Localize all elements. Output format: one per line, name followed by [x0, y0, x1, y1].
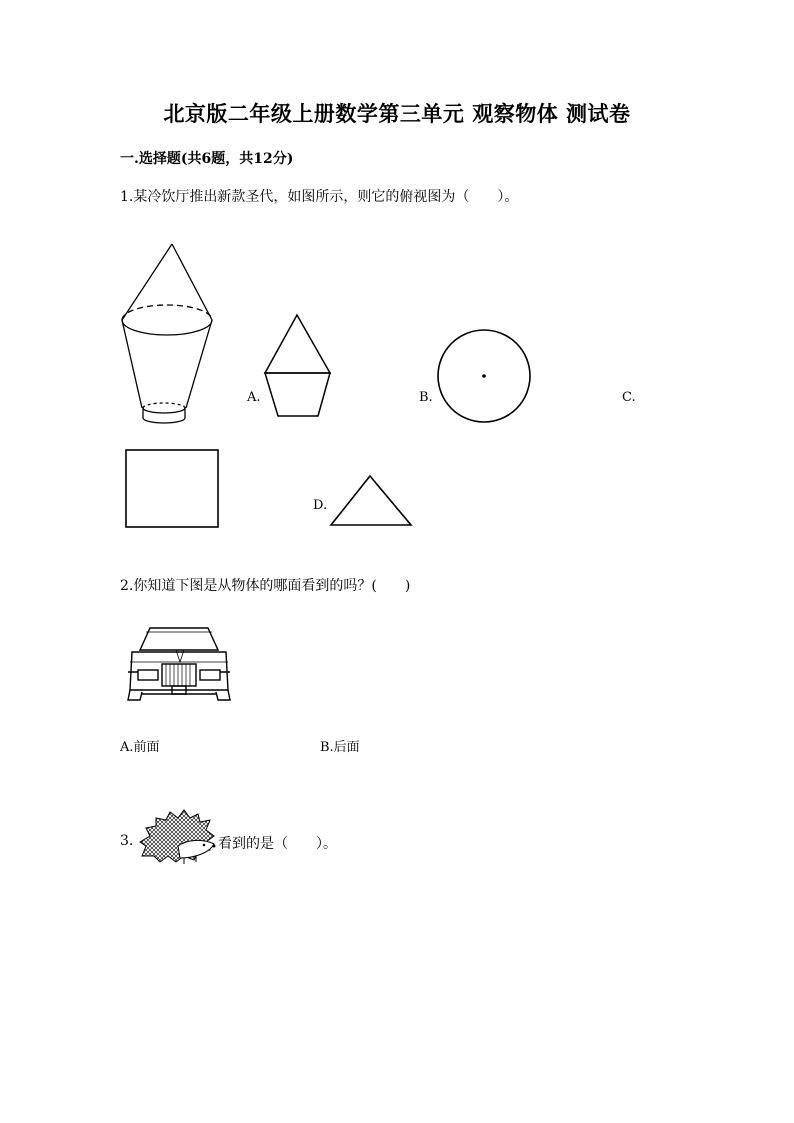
question-2-text: 2.你知道下图是从物体的哪面看到的吗？( ) [120, 578, 411, 594]
q2-option-a[interactable]: A.前面 [120, 740, 160, 755]
q1-option-d[interactable]: D. [313, 498, 328, 513]
question-3-number: 3. [120, 833, 134, 849]
q2-option-b[interactable]: B.后面 [320, 740, 360, 755]
section-heading: 一.选择题(共6题，共12分) [120, 151, 294, 167]
q1-option-c[interactable]: C. [622, 390, 636, 405]
q1-option-a[interactable]: A. [247, 390, 261, 405]
question-1-text: 1.某冷饮厅推出新款圣代，如图所示，则它的俯视图为（ ）。 [120, 189, 519, 205]
page-title: 北京版二年级上册数学第三单元 观察物体 测试卷 [163, 101, 631, 126]
question-3-text: 看到的是（ ）。 [218, 836, 337, 852]
q1-option-b[interactable]: B. [419, 390, 433, 405]
